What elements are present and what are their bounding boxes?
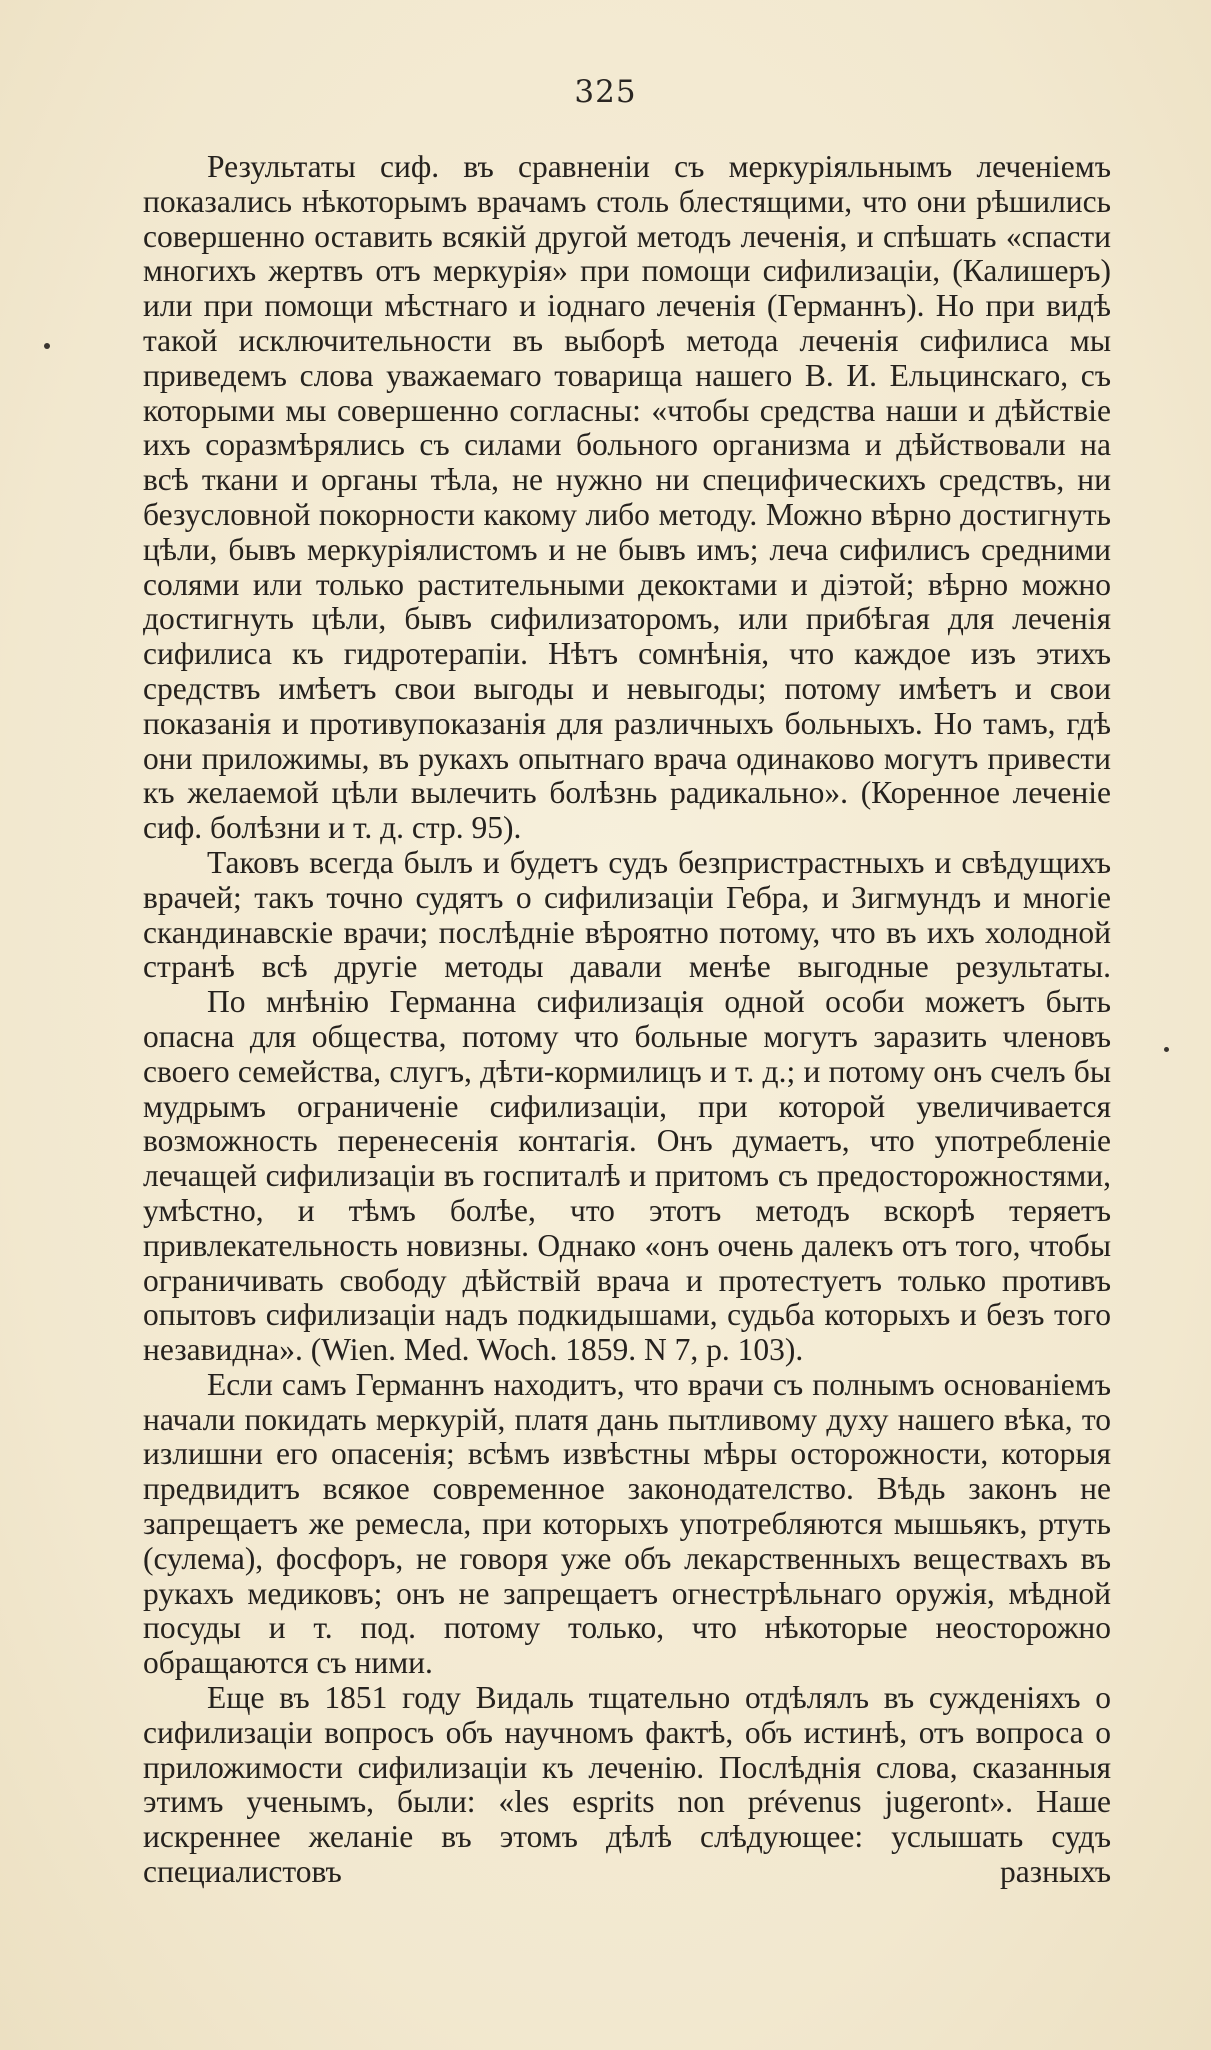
paragraph-2: Таковъ всегда былъ и будетъ судъ безпристрастныхъ и свѣдущихъ врачей; такъ точно судятъ о сифилизаціи Гебра, и Зигмундъ и многіе скандинавскіе врачи; послѣдніе вѣроятно потому, что въ ихъ холодной странѣ всѣ другіе методы давали менѣе выгодные результаты. [143, 844, 1111, 985]
paragraph-1: Результаты сиф. въ сравненіи съ меркуріяльнымъ леченіемъ показались нѣкоторымъ врачамъ столь блестящими, что они рѣшились совершенно оставить всякій другой методъ леченія, и спѣшать «спасти многихъ жертвъ отъ меркурія» при помощи сифилизаціи, (Калишеръ) или при помощи мѣстнаго и іоднаго леченія (Германнъ). Но при видѣ такой исключительности въ выборѣ метода леченія сифилиса мы приведемъ слова уважаемаго товарища нашего В. И. Ельцинскаго, съ которыми мы совершенно согласны: «чтобы средства наши и дѣйствіе ихъ соразмѣрялись съ силами больного организма и дѣйствовали на всѣ ткани и органы тѣла, не нужно ни специфическихъ средствъ, ни безусловной покорности какому либо методу. Можно вѣрно достигнуть цѣли, бывъ меркуріялистомъ и не бывъ имъ; леча сифилисъ средними солями или только растительными декоктами и діэтой; вѣрно можно достигнуть цѣли, бывъ сифилизаторомъ, или прибѣгая для леченія сифилиса къ гидротерапіи. Нѣтъ сомнѣнія, что каждое изъ этихъ средствъ имѣетъ свои выгоды и невыгоды; потому имѣетъ и свои показанія и противупоказанія для различныхъ больныхъ. Но тамъ, гдѣ они приложимы, въ рукахъ опытнаго врача одинаково могутъ привести къ желаемой цѣли вылечить болѣзнь радикально». (Коренное леченіе сиф. болѣзни и т. д. стр. 95). [143, 149, 1111, 846]
page-number: 325 [574, 74, 637, 110]
paragraph-4: Если самъ Германнъ находитъ, что врачи съ полнымъ основаніемъ начали покидать меркурій, платя дань пытливому духу нашего вѣка, то излишни его опасенія; всѣмъ извѣстны мѣры осторожности, которыя предвидитъ всякое современное законодателство. Вѣдь законъ не запрещаетъ же ремесла, при которыхъ употребляются мышьякъ, ртуть (сулема), фосфоръ, не говоря уже объ лекарственныхъ веществахъ въ рукахъ медиковъ; онъ не запрещаетъ огнестрѣльнаго оружія, мѣдной посуды и т. под. потому только, что нѣкоторые неосторожно обращаются съ ними. [143, 1366, 1111, 1681]
paragraph-3: По мнѣнію Германна сифилизація одной особи можетъ быть опасна для общества, потому что больные могутъ заразить членовъ своего семейства, слугъ, дѣти-кормилицъ и т. д.; и потому онъ счелъ бы мудрымъ ограниченіе сифилизаціи, при которой увеличивается возможность перенесенія контагія. Онъ думаетъ, что употребленіе лечащей сифилизаціи въ госпиталѣ и притомъ съ предосторожностями, умѣстно, и тѣмъ болѣе, что этотъ методъ вскорѣ теряетъ привлекательность новизны. Однако «онъ очень далекъ отъ того, чтобы ограничивать свободу дѣйствій врача и протестуетъ только противъ опытовъ сифилизаціи надъ подкидышами, судьба которыхъ и безъ того незавидна». (Wien. Med. Woch. 1859. N 7, p. 103). [143, 984, 1111, 1368]
ink-mark [1164, 1047, 1169, 1052]
paragraph-5: Еще въ 1851 году Видаль тщательно отдѣлялъ въ сужденіяхъ о сифилизаціи вопросъ объ научномъ фактѣ, объ истинѣ, отъ вопроса о приложимости сифилизаціи къ леченію. Послѣднія слова, сказанныя этимъ ученымъ, были: «les esprits non prévenus jugeront». Наше искреннее желаніе въ этомъ дѣлѣ слѣдующее: услышать судъ специалистовъ разныхъ [143, 1680, 1111, 1890]
ink-mark [44, 343, 50, 349]
body-text [143, 150, 1111, 1890]
